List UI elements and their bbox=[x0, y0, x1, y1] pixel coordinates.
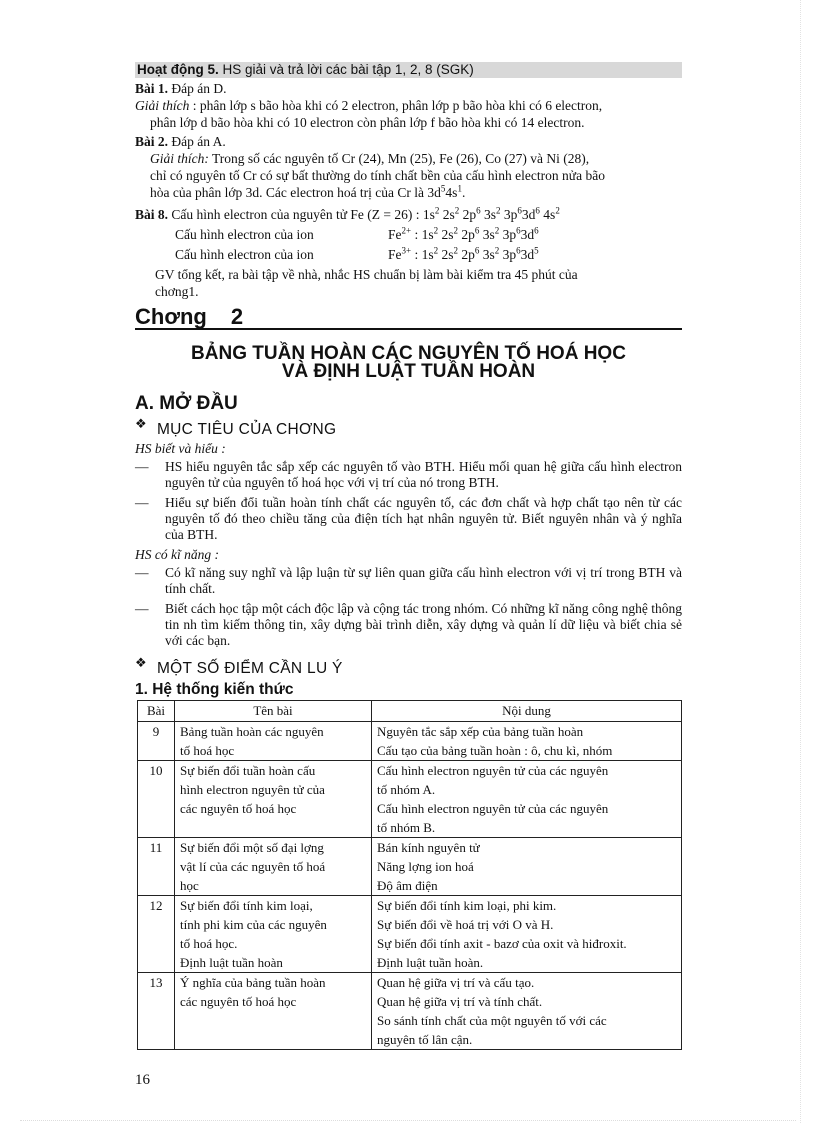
ion-3-symbol: Fe bbox=[388, 247, 402, 262]
table-cell-line: tố hoá học bbox=[180, 743, 235, 758]
exercise-1 bbox=[135, 80, 682, 131]
dash-bullet-icon: — bbox=[135, 495, 149, 510]
config-exponent: 2 bbox=[454, 205, 460, 216]
table-cell-line: Định luật tuần hoàn. bbox=[377, 955, 484, 970]
config-exponent: 2 bbox=[434, 205, 440, 216]
fe-configuration bbox=[435, 207, 560, 222]
objectives-list bbox=[135, 441, 682, 653]
table-cell-line: Bán kính nguyên tử bbox=[377, 840, 480, 855]
config-exponent: 2 bbox=[496, 205, 501, 216]
section-a-heading: A. MỞ ĐẦU bbox=[135, 393, 238, 414]
ion-2-label: Cấu hình electron của ion bbox=[175, 227, 314, 242]
table-cell-name bbox=[175, 761, 372, 838]
ion-3-config: : 1s bbox=[411, 247, 434, 262]
table-cell-line: Năng lợng ion hoá bbox=[377, 859, 474, 874]
table-cell-line: tố hoá học. bbox=[180, 936, 238, 951]
exercise-8-line-1: Cấu hình electron của nguyên tử Fe (Z = 26) : 1s bbox=[168, 207, 435, 222]
table-row bbox=[138, 896, 682, 973]
table-cell-number: 12 bbox=[138, 896, 175, 973]
ion-2-config: : 1s bbox=[411, 227, 434, 242]
table-cell-content bbox=[372, 973, 682, 1050]
table-cell-content bbox=[372, 838, 682, 896]
table-cell-line: tố nhóm A. bbox=[377, 782, 436, 797]
table-cell-line: Sự biến đổi về hoá trị với O và H. bbox=[377, 917, 554, 932]
table-cell-line: Định luật tuần hoàn bbox=[180, 955, 283, 970]
explain-3-sup-1: 5 bbox=[440, 183, 446, 194]
table-cell-line: tố nhóm B. bbox=[377, 820, 436, 835]
explain-3-mid: 4s bbox=[445, 185, 458, 200]
list-item-text: HS hiểu nguyên tắc sắp xếp các nguyên tố vào BTH. Hiểu mối quan hệ giữa cấu hình electron nguyên tử của nguyên tố hoá học với vị trí của nó trong BTH. bbox=[165, 459, 682, 490]
table-cell-name bbox=[175, 722, 372, 761]
diamond-bullet-icon: ❖ bbox=[135, 416, 147, 431]
table-cell-line: Sự biến đổi một số đại lợng bbox=[180, 840, 324, 855]
dash-bullet-icon: — bbox=[135, 459, 149, 474]
table-cell-number: 13 bbox=[138, 973, 175, 1050]
config-term: 3d bbox=[521, 207, 536, 222]
list-item bbox=[135, 601, 682, 649]
table-cell-line: Sự biến đổi tính kim loại, phi kim. bbox=[377, 898, 557, 913]
table-cell-line: các nguyên tố hoá học bbox=[180, 801, 297, 816]
exercise-1-label: Bài 1. bbox=[135, 81, 169, 96]
table-cell-line: nguyên tố lân cận. bbox=[377, 1032, 473, 1047]
chapter-heading bbox=[135, 306, 682, 330]
exercise-8 bbox=[135, 206, 682, 300]
table-cell-line: Sự biến đổi tính kim loại, bbox=[180, 898, 313, 913]
table-cell-line: hình electron nguyên tử của bbox=[180, 782, 325, 797]
chapter-title-2: VÀ ĐỊNH LUẬT TUẦN HOÀN bbox=[281, 361, 536, 382]
table-cell-content bbox=[372, 761, 682, 838]
table-header-cell: Nội dung bbox=[372, 701, 682, 722]
table-cell-name bbox=[175, 973, 372, 1050]
chapter-number: 2 bbox=[230, 304, 244, 329]
table-row bbox=[138, 722, 682, 761]
config-exponent: 6 bbox=[476, 205, 481, 216]
dash-bullet-icon: — bbox=[135, 601, 149, 616]
table-cell-content bbox=[372, 722, 682, 761]
exercise-1-explain-label: Giải thích bbox=[135, 98, 190, 113]
table-cell-line: So sánh tính chất của một nguyên tố với các bbox=[377, 1013, 607, 1028]
table-cell-line: Sự biến đổi tuần hoàn cấu bbox=[180, 763, 316, 778]
objectives-heading-text: MỤC TIÊU CỦA CHƠNG bbox=[156, 421, 337, 438]
config-term: 3p bbox=[500, 207, 518, 222]
table-cell-number: 10 bbox=[138, 761, 175, 838]
table-header-cell: Bài bbox=[138, 701, 175, 722]
list-item bbox=[135, 459, 682, 491]
exercise-2-answer: Đáp án A. bbox=[168, 134, 226, 149]
exercise-1-answer: Đáp án D. bbox=[168, 81, 227, 96]
config-term: 3s bbox=[480, 207, 497, 222]
table-cell-line: học bbox=[180, 878, 199, 893]
table-row bbox=[138, 838, 682, 896]
config-term: 2s bbox=[439, 207, 455, 222]
diamond-bullet-icon: ❖ bbox=[135, 655, 147, 670]
page-number: 16 bbox=[135, 1072, 150, 1088]
chapter-title-1: BẢNG TUẦN HOÀN CÁC NGUYÊN TỐ HOÁ HỌC bbox=[191, 343, 626, 364]
page-side-divider bbox=[800, 0, 801, 1123]
list-item-text: Hiểu sự biến đổi tuần hoàn tính chất các nguyên tố, các đơn chất và hợp chất tạo nên từ các nguyên tố đó theo chiều tăng của điện tích hạt nhân nguyên tử. Biết nguyên nhân và ý nghĩa của BTH. bbox=[165, 495, 682, 542]
page-edge-divider bbox=[20, 1120, 796, 1121]
list-item bbox=[135, 565, 682, 597]
dash-bullet-icon: — bbox=[135, 565, 149, 580]
chapter-word: Chơng bbox=[135, 304, 207, 329]
table-header-cell: Tên bài bbox=[175, 701, 372, 722]
table-cell-number: 11 bbox=[138, 838, 175, 896]
table-cell-line: Nguyên tắc sắp xếp của bảng tuần hoàn bbox=[377, 724, 584, 739]
exercise-1-explain-2: phân lớp d bão hòa khi có 10 electron còn phân lớp f bão hòa khi có 14 electron. bbox=[150, 115, 585, 130]
table-cell-line: các nguyên tố hoá học bbox=[180, 994, 297, 1009]
exercise-2-explain-2: chỉ có nguyên tố Cr có sự bất thường do tính chất bền của cấu hình electron nửa bão bbox=[150, 168, 605, 183]
summary-2: chơng1. bbox=[155, 284, 199, 299]
table-cell-line: Quan hệ giữa vị trí và cấu tạo. bbox=[377, 975, 535, 990]
exercise-2-explain-1: Trong số các nguyên tố Cr (24), Mn (25), Fe (26), Co (27) và Ni (28), bbox=[208, 151, 590, 166]
table-cell-line: tính phi kim của các nguyên bbox=[180, 917, 327, 932]
table-cell-line: Cấu hình electron nguyên tử của các nguyên bbox=[377, 763, 609, 778]
config-exponent: 6 bbox=[517, 205, 522, 216]
exercise-1-explain: : phân lớp s bão hòa khi có 2 electron, phân lớp p bão hòa khi có 6 electron, bbox=[189, 98, 603, 113]
config-term: 4s bbox=[539, 207, 556, 222]
table-cell-line: vật lí của các nguyên tố hoá bbox=[180, 859, 326, 874]
config-term: 2p bbox=[459, 207, 477, 222]
ion-2-config-rest: $^2$ $2s^2$ $2p^6$ $3s^2$ $3p^63d^6$ bbox=[433, 225, 539, 242]
ion-2-symbol: Fe bbox=[388, 227, 402, 242]
table-cell-content bbox=[372, 896, 682, 973]
table-row bbox=[138, 761, 682, 838]
objectives-heading bbox=[135, 416, 337, 439]
table-cell-line: Ý nghĩa của bảng tuần hoàn bbox=[180, 975, 326, 990]
activity-text: HS giải và trả lời các bài tập 1, 2, 8 (SGK) bbox=[218, 62, 474, 77]
exercise-8-label: Bài 8. bbox=[135, 207, 169, 222]
table-row bbox=[138, 973, 682, 1050]
objectives-sub-1: HS biết và hiểu : bbox=[135, 441, 226, 456]
explain-3-end: . bbox=[461, 185, 466, 200]
table-cell-name bbox=[175, 838, 372, 896]
notes-sub-heading: 1. Hệ thống kiến thức bbox=[135, 681, 294, 698]
knowledge-table bbox=[137, 700, 682, 1050]
notes-heading-text: MỘT SỐ ĐIỂM CẦN LU Ý bbox=[156, 660, 343, 677]
table-cell-name bbox=[175, 896, 372, 973]
table-cell-line: Cấu tạo của bảng tuần hoàn : ô, chu kì, nhóm bbox=[377, 743, 613, 758]
explain-3-sup-2: 1 bbox=[457, 183, 462, 194]
table-cell-line: Cấu hình electron nguyên tử của các nguyên bbox=[377, 801, 609, 816]
exercise-2 bbox=[135, 133, 682, 201]
ion-3-config-rest: $^2$ $2s^2$ $2p^6$ $3s^2$ $3p^63d^5$ bbox=[433, 245, 539, 262]
table-cell-line: Độ âm điện bbox=[377, 878, 438, 893]
config-exponent: 2 bbox=[555, 205, 560, 216]
ion-2-charge: 2+ bbox=[401, 225, 412, 236]
table-cell-line: Sự biến đổi tính axit - bazơ của oxit và hiđroxit. bbox=[377, 936, 627, 951]
exercise-2-explain-label: Giải thích: bbox=[150, 151, 209, 166]
exercise-2-label: Bài 2. bbox=[135, 134, 169, 149]
list-item-text: Biết cách học tập một cách độc lập và cộng tác trong nhóm. Có những kĩ năng công nghệ thông tin nh tìm kiếm thông tin, xây dựng bài trình diễn, xây dựng và quản lí dữ liệu và biết chia sẻ với các bạn. bbox=[165, 601, 682, 648]
table-header-row bbox=[138, 701, 682, 722]
ion-3-label: Cấu hình electron của ion bbox=[175, 247, 314, 262]
objectives-sub-2: HS có kĩ năng : bbox=[135, 547, 219, 562]
exercise-2-explain-3 bbox=[135, 184, 682, 201]
summary-1: GV tổng kết, ra bài tập về nhà, nhắc HS chuẩn bị làm bài kiểm tra 45 phút của bbox=[155, 267, 578, 282]
notes-heading bbox=[135, 655, 343, 678]
table-cell-number: 9 bbox=[138, 722, 175, 761]
activity-header bbox=[135, 62, 682, 78]
table-cell-line: Quan hệ giữa vị trí và tính chất. bbox=[377, 994, 543, 1009]
activity-label: Hoạt động 5. bbox=[137, 62, 219, 77]
list-item bbox=[135, 495, 682, 543]
ion-3-charge: 3+ bbox=[401, 245, 412, 256]
table-cell-line: Bảng tuần hoàn các nguyên bbox=[180, 724, 324, 739]
explain-3-text: hòa của phân lớp 3d. Các electron hoá trị của Cr là 3d bbox=[150, 185, 441, 200]
list-item-text: Có kĩ năng suy nghĩ và lập luận từ sự liên quan giữa cấu hình electron với vị trí trong BTH và tính chất. bbox=[165, 565, 682, 596]
config-exponent: 6 bbox=[535, 205, 540, 216]
